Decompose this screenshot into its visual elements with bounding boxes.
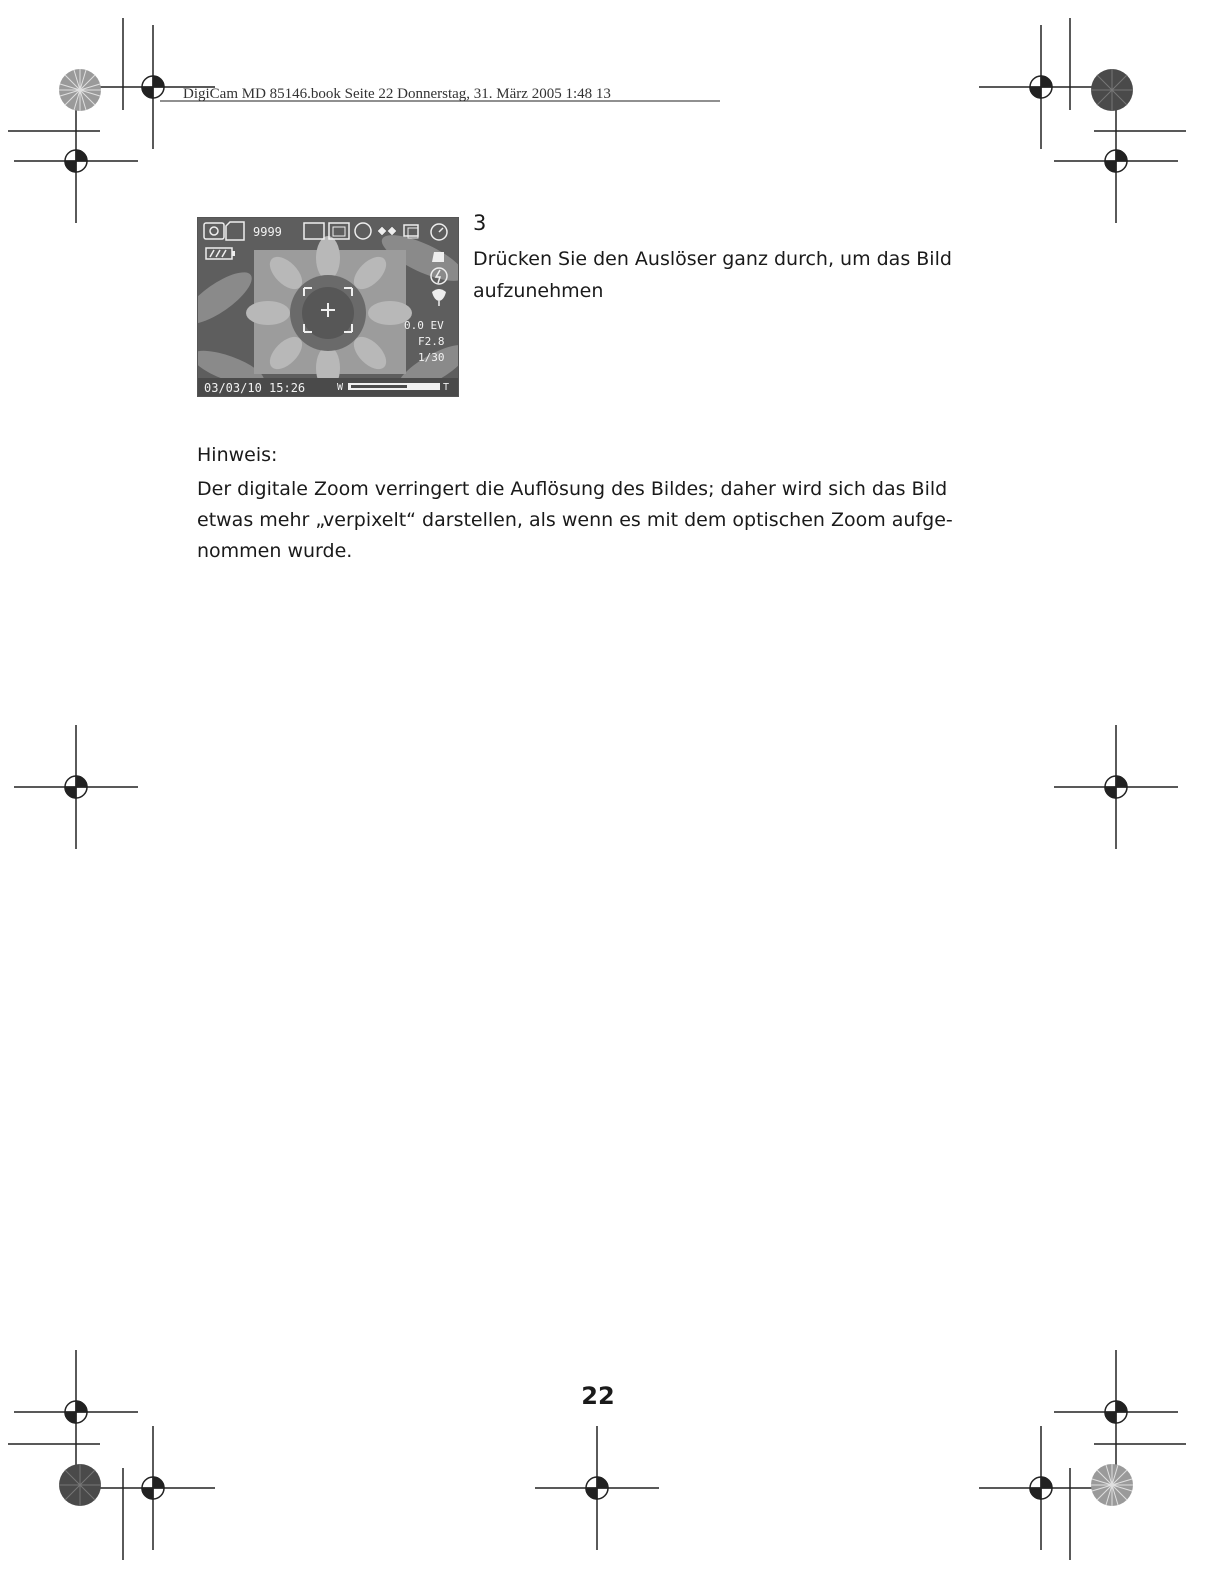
- sunflower-photo: [198, 218, 458, 396]
- registration-mark-right-middle: [1054, 725, 1178, 849]
- zoom-tele-label: T: [443, 382, 450, 393]
- zoom-bar: [348, 383, 440, 390]
- hand-shake-icon: [432, 252, 444, 262]
- zoom-wide-label: W: [337, 382, 344, 393]
- shutter-value: 1/30: [418, 351, 445, 364]
- registration-mark-right-lower: [1054, 1350, 1178, 1474]
- note-title: Hinweis:: [197, 444, 278, 466]
- step-instruction: Drücken Sie den Auslöser ganz durch, um das Bild aufzunehmen: [473, 248, 952, 302]
- registration-mark-left-upper: [14, 99, 138, 223]
- page-number: 22: [581, 1382, 615, 1410]
- step-number: 3: [473, 211, 487, 235]
- exposure-value: 0.0 EV: [404, 319, 444, 332]
- color-wheel-top-right: [1091, 69, 1133, 111]
- color-wheel-bottom-right: [1091, 1464, 1133, 1506]
- camera-lcd-figure: [197, 217, 459, 397]
- registration-mark-bottom-right: [979, 1426, 1103, 1550]
- aperture-value: F2.8: [418, 335, 445, 348]
- note-body: Der digitale Zoom verringert die Auflösung des Bildes; daher wird sich das Bild etwas mehr „verpixelt“ darstellen, als wenn es mit dem optischen Zoom aufge-nommen wurde.: [197, 478, 953, 562]
- date-time: 03/03/10 15:26: [204, 381, 306, 395]
- registration-mark-left-middle: [14, 725, 138, 849]
- color-wheel-bottom-left: [59, 1464, 101, 1506]
- registration-mark-right-upper: [1054, 99, 1178, 223]
- registration-mark-top-right: [979, 25, 1103, 149]
- registration-mark-left-lower: [14, 1350, 138, 1474]
- book-header: DigiCam MD 85146.book Seite 22 Donnerstag, 31. März 2005 1:48 13: [183, 86, 611, 102]
- shots-remaining: 9999: [253, 225, 282, 239]
- color-wheel-top-left: [59, 69, 101, 111]
- registration-mark-bottom-center: [535, 1426, 659, 1550]
- registration-mark-bottom-left: [91, 1426, 215, 1550]
